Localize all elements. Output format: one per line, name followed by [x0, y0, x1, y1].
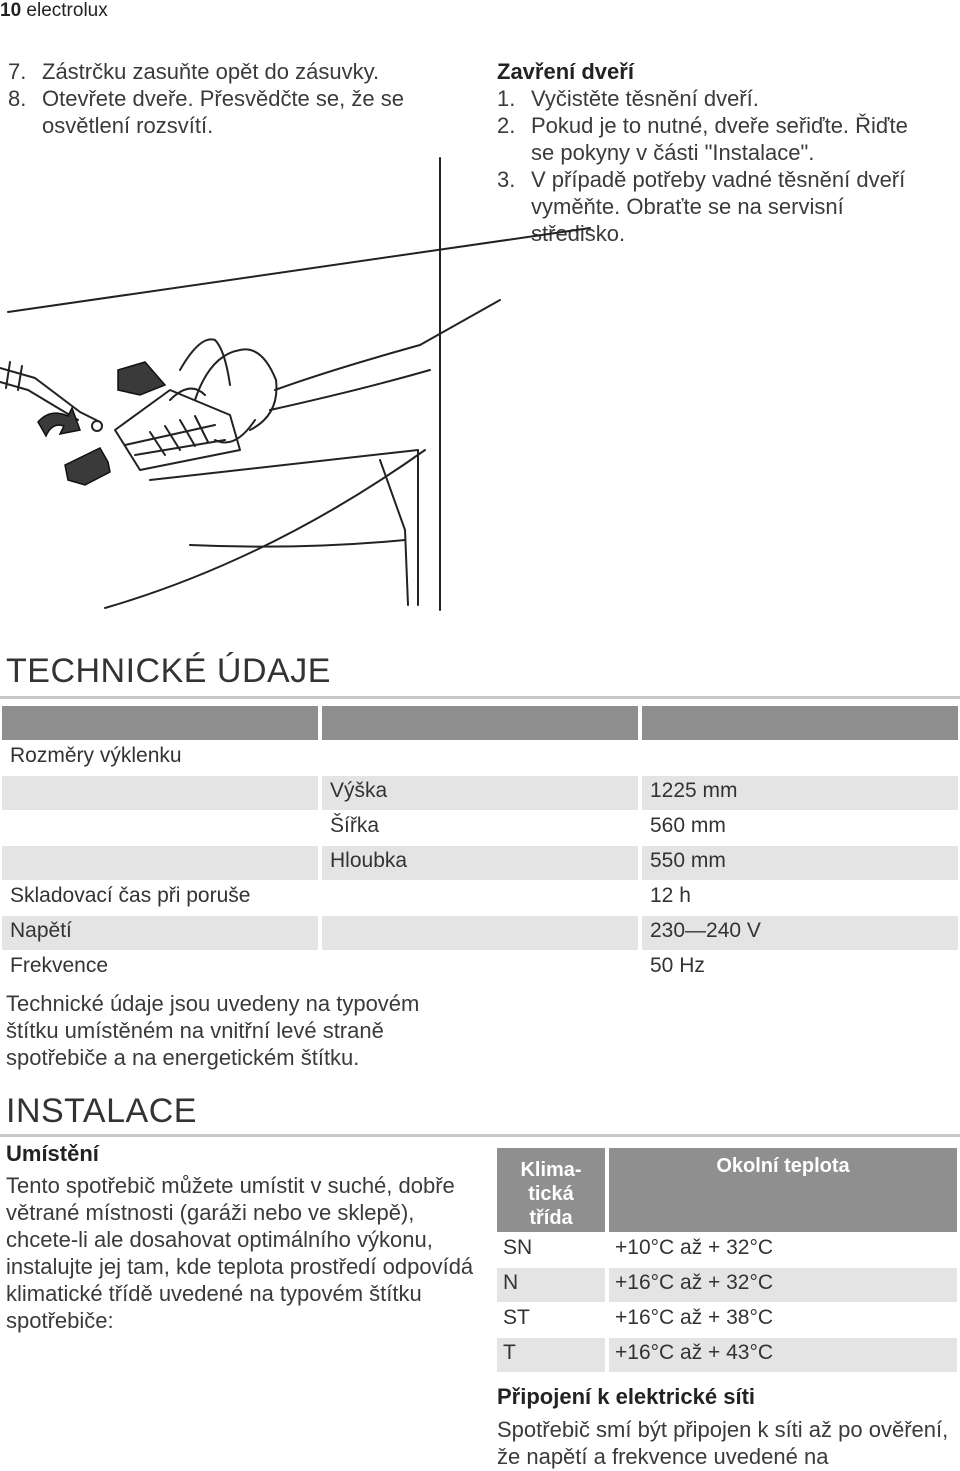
left-steps [8, 58, 448, 139]
step-number: 8. [8, 86, 27, 111]
ambient-temp-header: Okolní teplota [609, 1148, 957, 1232]
step-text: Pokud je to nutné, dveře seřiďte. Řiďte se pokyny v části "Instalace". [531, 113, 908, 165]
list-item [8, 58, 448, 85]
technical-note: Technické údaje jsou uvedeny na typovém štítku umístěném na vnitřní levé straně spotřebiče a na energetickém štítku. [6, 991, 420, 1070]
table-cell-value: 550 mm [642, 846, 958, 880]
step-number: 3. [497, 167, 516, 192]
table-cell-label: Napětí [2, 916, 318, 950]
climate-class-cell: SN [503, 1236, 533, 1259]
table-cell-label: Frekvence [10, 954, 109, 977]
page-number: 10 [0, 0, 22, 21]
table-cell-value: 12 h [650, 884, 691, 907]
installation-section-title: INSTALACE [6, 1092, 197, 1130]
technical-section-title: TECHNICKÉ ÚDAJE [6, 652, 331, 690]
placement-text: Tento spotřebič můžete umístit v suché, dobře větrané místnosti (garáži nebo ve sklepě), chcete-li ale dosahovat optimálního výkonu, instalujte jej tam, kde teplota prostředí odpovídá klimatické třídě uvedené na typovém štítku spotřebiče: [6, 1173, 474, 1333]
section-divider [0, 696, 960, 699]
brand-name: electrolux [26, 0, 108, 21]
climate-class-header: Klima-tická třída [497, 1148, 605, 1232]
step-text: V případě potřeby vadné těsnění dveří vyměňte. Obraťte se na servisní středisko. [531, 167, 906, 246]
electric-connection-title: Připojení k elektrické síti [497, 1384, 756, 1409]
list-item [8, 85, 448, 139]
table-cell-value: 1225 mm [642, 776, 958, 810]
step-text: Zástrčku zasuňte opět do zásuvky. [42, 59, 380, 84]
page-header [0, 0, 108, 22]
table-header-cell [642, 706, 958, 740]
step-number: 7. [8, 59, 27, 84]
step-number: 2. [497, 113, 516, 138]
placement-title: Umístění [6, 1141, 99, 1166]
climate-temp-cell: +16°C až + 32°C [609, 1268, 957, 1302]
climate-temp-cell: +16°C až + 43°C [609, 1338, 957, 1372]
table-cell-label: Rozměry výklenku [10, 744, 182, 767]
table-cell-sub: Šířka [330, 814, 380, 837]
table-cell-sub: Hloubka [322, 846, 638, 880]
table-cell-label: Skladovací čas při poruše [10, 884, 251, 907]
table-cell-label [2, 846, 318, 880]
table-cell-value: 230—240 V [642, 916, 958, 950]
climate-temp-cell: +16°C až + 38°C [615, 1306, 774, 1329]
table-cell-sub: Výška [322, 776, 638, 810]
climate-class-cell: ST [503, 1306, 530, 1329]
table-cell-value: 560 mm [650, 814, 726, 837]
door-adjustment-illustration [0, 150, 960, 620]
table-header-cell [2, 706, 318, 740]
table-cell-label [2, 776, 318, 810]
table-cell-value: 50 Hz [650, 954, 705, 977]
step-number: 1. [497, 86, 516, 111]
table-cell-sub [322, 916, 638, 950]
electric-connection-text: Spotřebič smí být připojen k síti až po ověření, že napětí a frekvence uvedené na [497, 1417, 949, 1469]
step-text: Otevřete dveře. Přesvědčte se, že se osvětlení rozsvítí. [42, 86, 404, 138]
table-header-cell [322, 706, 638, 740]
climate-temp-cell: +10°C až + 32°C [615, 1236, 774, 1259]
list-item [497, 85, 957, 112]
climate-class-cell: N [497, 1268, 605, 1302]
door-closing-title: Zavření dveří [497, 59, 634, 84]
section-divider [0, 1134, 960, 1137]
climate-class-cell: T [497, 1338, 605, 1372]
step-text: Vyčistěte těsnění dveří. [531, 86, 759, 111]
